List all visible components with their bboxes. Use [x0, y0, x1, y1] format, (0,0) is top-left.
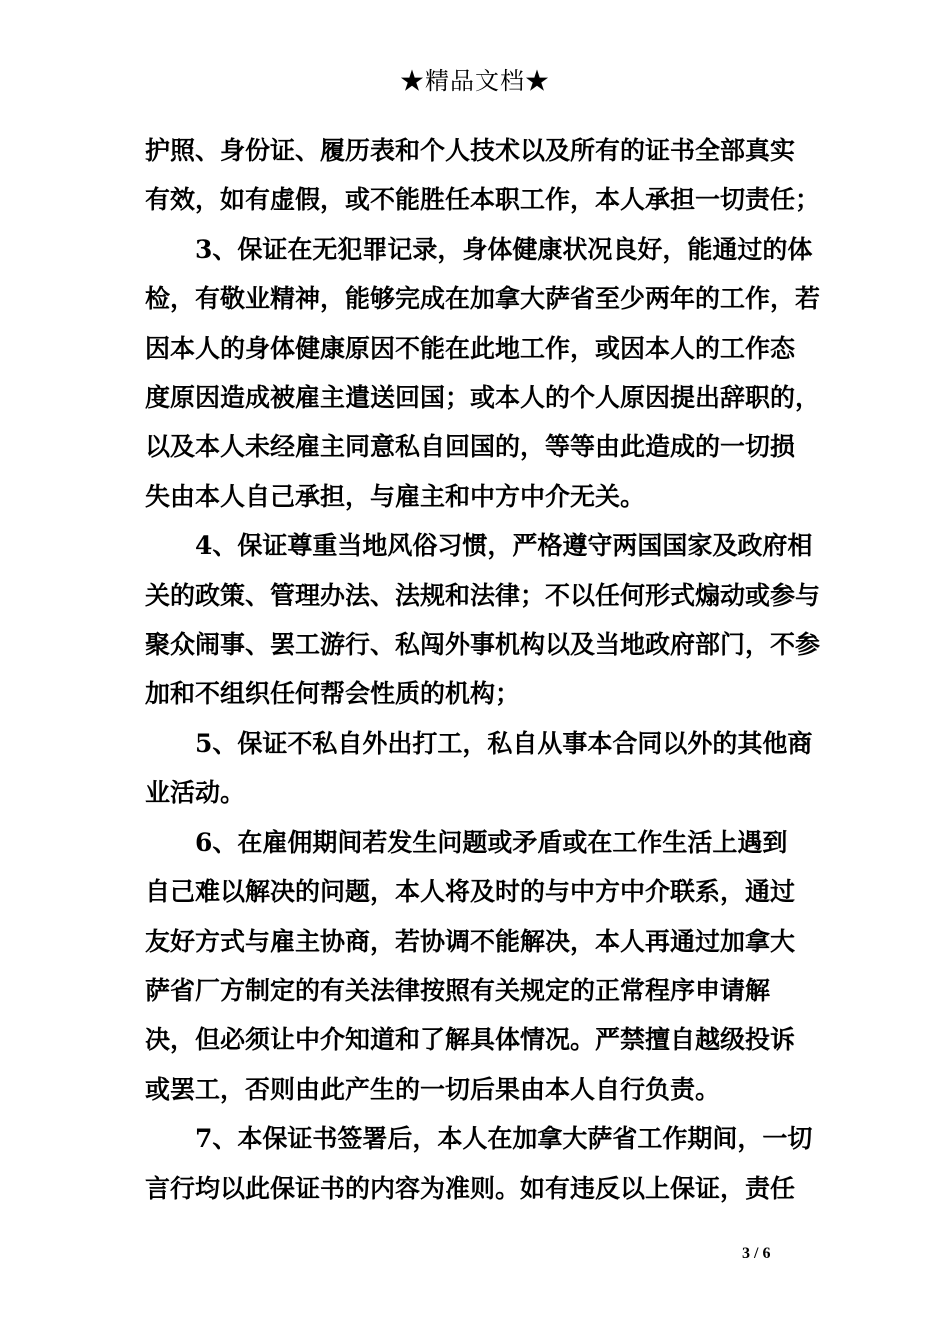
text-line: 7、本保证书签署后，本人在加拿大萨省工作期间，一切 [195, 1124, 813, 1154]
paragraph-item-3 [145, 225, 821, 521]
text-line: 决，但必须让中介知道和了解具体情况。严禁擅自越级投诉 [145, 1025, 796, 1055]
page-number: 3 / 6 [742, 1245, 771, 1262]
document-body [145, 126, 821, 1213]
text-line: 护照、身份证、履历表和个人技术以及所有的证书全部真实 [145, 136, 796, 165]
text-line: 萨省厂方制定的有关法律按照有关规定的正常程序申请解 [145, 975, 771, 1005]
text-line: 有效，如有虚假，或不能胜任本职工作，本人承担一切责任； [145, 185, 821, 215]
text-line: 3、保证在无犯罪记录，身体健康状况良好，能通过的体 [195, 234, 813, 264]
paragraph-item-5 [145, 719, 815, 818]
text-line: 5、保证不私自外出打工，私自从事本合同以外的其他商 [195, 728, 813, 758]
paragraph-item-6 [145, 818, 815, 1114]
text-line: 或罢工，否则由此产生的一切后果由本人自行负责。 [145, 1074, 721, 1104]
text-line: 失由本人自己承担，与雇主和中方中介无关。 [145, 481, 646, 511]
text-line: 检，有敬业精神，能够完成在加拿大萨省至少两年的工作，若 [145, 284, 821, 314]
page-header-title: ★精品文档★ [400, 67, 550, 95]
text-line: 自己难以解决的问题，本人将及时的与中方中介联系，通过 [145, 877, 796, 907]
text-line: 6、在雇佣期间若发生问题或矛盾或在工作生活上遇到 [195, 827, 788, 857]
text-line: 关的政策、管理办法、法规和法律；不以任何形式煽动或参与 [145, 580, 821, 610]
text-line: 友好方式与雇主协商，若协调不能解决，本人再通过加拿大 [145, 926, 796, 956]
text-line: 言行均以此保证书的内容为准则。如有违反以上保证，责任 [145, 1173, 796, 1203]
text-line: 聚众闹事、罢工游行、私闯外事机构以及当地政府部门，不参 [145, 630, 821, 660]
text-line: 以及本人未经雇主同意私自回国的，等等由此造成的一切损 [145, 432, 796, 462]
paragraph-item-7 [145, 1114, 815, 1213]
paragraph-item-4 [145, 521, 821, 719]
text-line: 4、保证尊重当地风俗习惯，严格遵守两国国家及政府相 [195, 531, 813, 561]
text-line: 业活动。 [145, 778, 246, 808]
text-line: 度原因造成被雇主遣送回国；或本人的个人原因提出辞职的， [145, 383, 821, 413]
text-line: 加和不组织任何帮会性质的机构； [145, 679, 521, 709]
paragraph-continuation [145, 126, 821, 225]
text-line: 因本人的身体健康原因不能在此地工作，或因本人的工作态 [145, 333, 796, 363]
